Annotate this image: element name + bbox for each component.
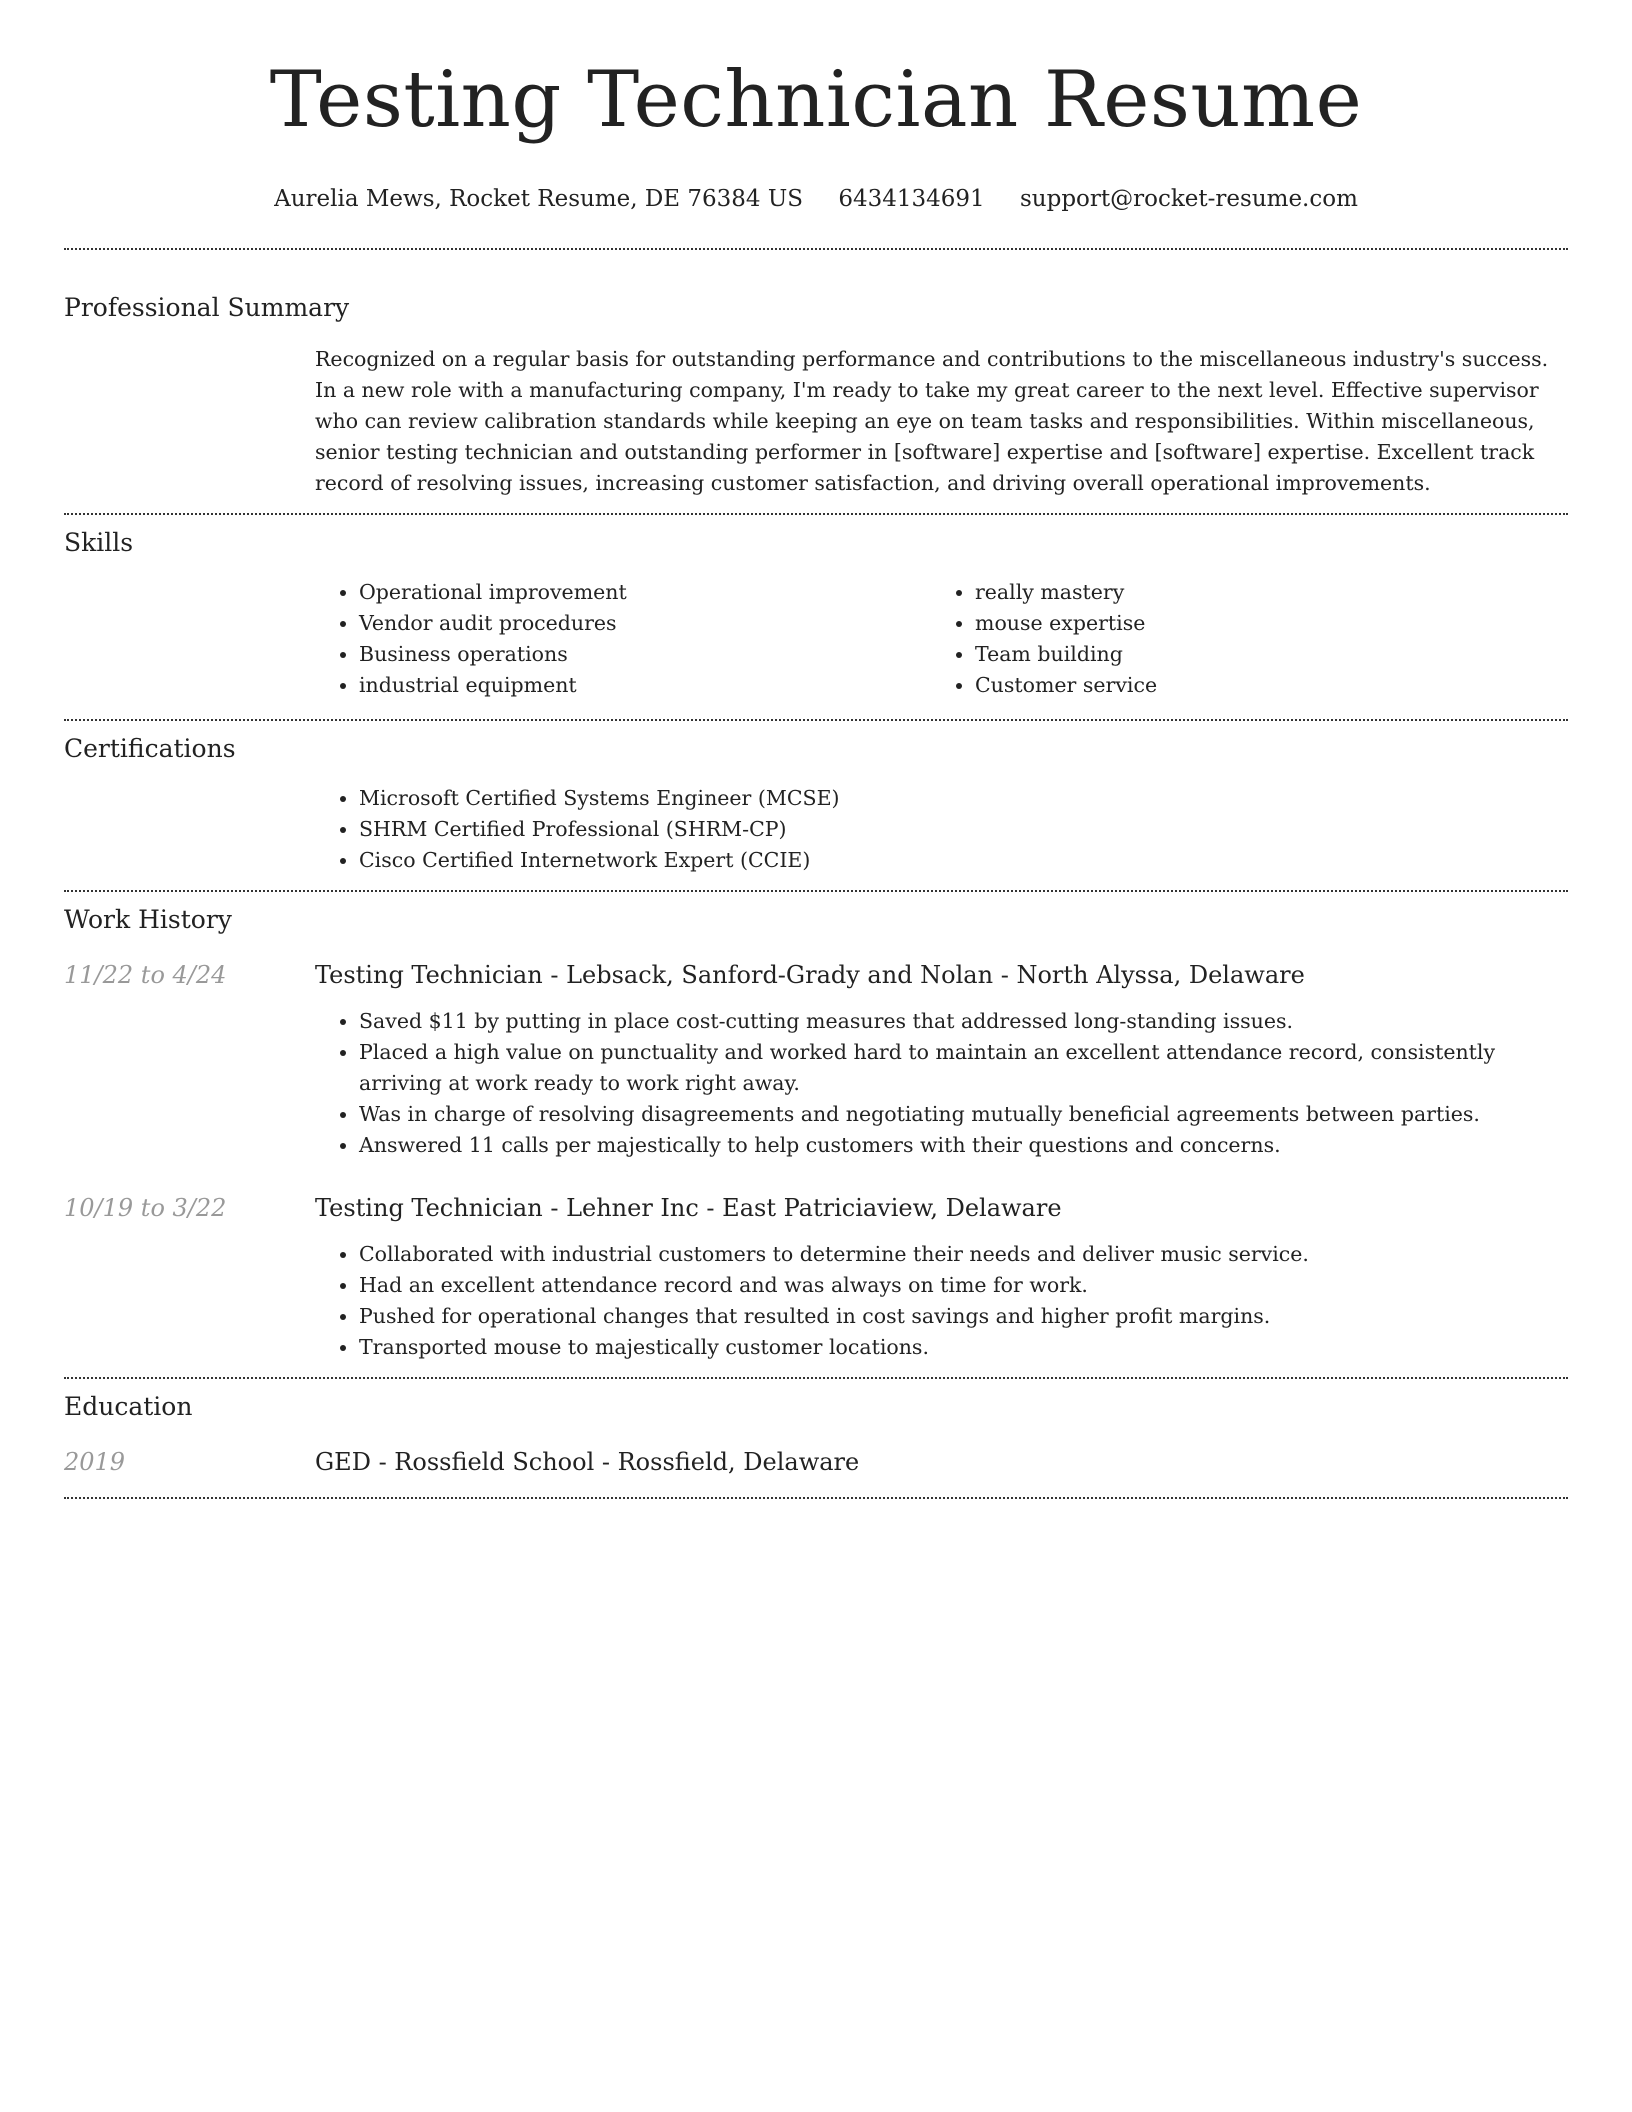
job-entry xyxy=(64,958,1568,1161)
job-title: Testing Technician - Lehner Inc - East Patriciaview, Delaware xyxy=(315,1194,1062,1222)
education-heading: Education xyxy=(64,1392,193,1421)
job-bullet: • Had an excellent attendance record and was always on time for work. xyxy=(359,1270,1568,1301)
summary-text: Recognized on a regular basis for outstanding performance and contributions to the miscellaneous industry's success. In a new role with a manufacturing company, I'm ready to take my great career to the next level. Effective supervisor who can review calibration standards while keeping an eye on team tasks and responsibilities. Within miscellaneous, senior testing technician and outstanding performer in [software] expertise and [software] expertise. Excellent track record of resolving issues, increasing customer satisfaction, and driving overall operational improvements. xyxy=(315,347,1549,495)
education-section xyxy=(64,1379,1568,1497)
education-year: 2019 xyxy=(64,1448,126,1476)
job-body xyxy=(315,1191,1568,1363)
job-dates: 10/19 to 3/22 xyxy=(64,1194,227,1222)
summary-heading: Professional Summary xyxy=(64,293,350,322)
skill-item: • Business operations xyxy=(359,639,931,670)
contact-email: support@rocket-resume.com xyxy=(1019,186,1358,212)
skill-item: • really mastery xyxy=(975,577,1547,608)
skill-item: • Vendor audit procedures xyxy=(359,608,931,639)
education-body xyxy=(315,1445,1568,1479)
resume-title: Testing Technician Resume xyxy=(269,55,1363,145)
skill-item: • industrial equipment xyxy=(359,670,931,701)
work-section xyxy=(64,892,1568,1377)
contact-phone: 6434134691 xyxy=(838,186,985,212)
job-dates: 11/22 to 4/24 xyxy=(64,961,227,989)
education-divider xyxy=(64,1497,1568,1499)
job-bullets xyxy=(315,1006,1568,1161)
education-entry xyxy=(64,1445,1568,1497)
skills-column-right xyxy=(931,577,1547,701)
certification-item: • Microsoft Certified Systems Engineer (MCSE) xyxy=(359,783,1568,814)
job-body xyxy=(315,958,1568,1161)
skill-item: • mouse expertise xyxy=(975,608,1547,639)
education-title: GED - Rossfield School - Rossfield, Delaware xyxy=(315,1448,860,1476)
job-bullet: • Answered 11 calls per majestically to help customers with their questions and concerns. xyxy=(359,1130,1568,1161)
skill-item: • Customer service xyxy=(975,670,1547,701)
job-bullet: • Placed a high value on punctuality and worked hard to maintain an excellent attendance record, consistently arriving at work ready to work right away. xyxy=(359,1037,1568,1099)
certification-item: • SHRM Certified Professional (SHRM-CP) xyxy=(359,814,1568,845)
contact-address: Aurelia Mews, Rocket Resume, DE 76384 US xyxy=(274,186,804,212)
certifications-list xyxy=(315,783,1568,890)
job-bullet: • Was in charge of resolving disagreements and negotiating mutually beneficial agreements between parties. xyxy=(359,1099,1568,1130)
skills-column-left xyxy=(315,577,931,701)
certification-item: • Cisco Certified Internetwork Expert (CCIE) xyxy=(359,845,1568,876)
job-bullet: • Saved $11 by putting in place cost-cutting measures that addressed long-standing issues. xyxy=(359,1006,1568,1037)
certifications-heading: Certifications xyxy=(64,734,236,763)
job-entry xyxy=(64,1191,1568,1377)
contact-line xyxy=(64,184,1568,214)
job-bullet: • Collaborated with industrial customers to determine their needs and deliver music service. xyxy=(359,1239,1568,1270)
skill-item: • Team building xyxy=(975,639,1547,670)
work-heading: Work History xyxy=(64,905,232,934)
skills-section xyxy=(64,515,1568,719)
skills-list xyxy=(315,577,1568,719)
job-bullets xyxy=(315,1239,1568,1363)
skills-heading: Skills xyxy=(64,528,134,557)
skill-item: • Operational improvement xyxy=(359,577,931,608)
job-title: Testing Technician - Lebsack, Sanford-Grady and Nolan - North Alyssa, Delaware xyxy=(315,961,1305,989)
certifications-section xyxy=(64,721,1568,890)
job-bullet: • Transported mouse to majestically customer locations. xyxy=(359,1332,1568,1363)
job-bullet: • Pushed for operational changes that resulted in cost savings and higher profit margins. xyxy=(359,1301,1568,1332)
summary-section xyxy=(64,250,1568,513)
